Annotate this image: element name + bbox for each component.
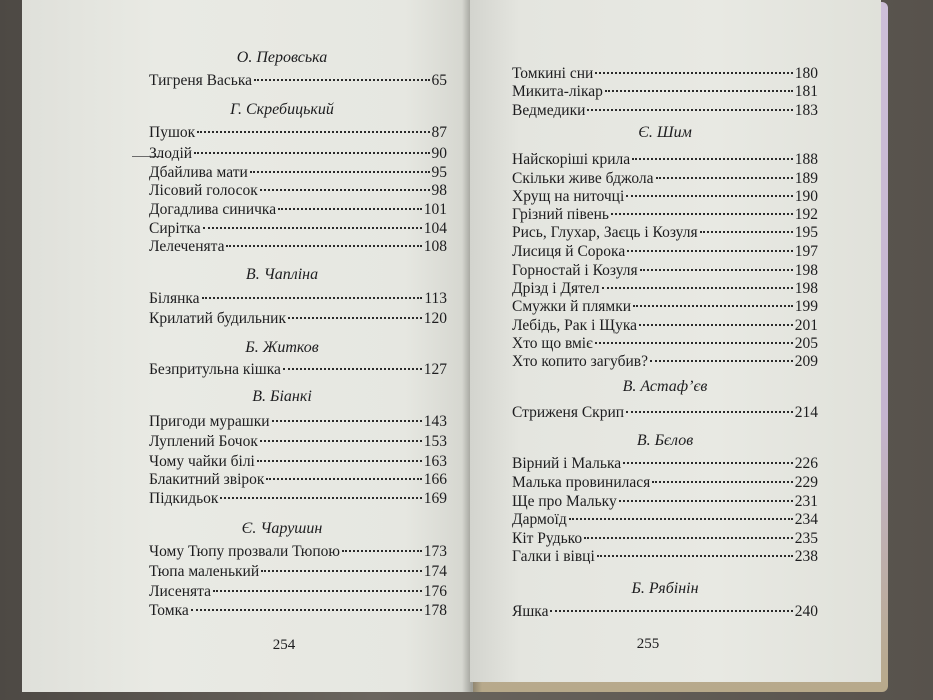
toc-entry: Яшка 240 [512,603,818,620]
author-heading: Б. Житков [245,339,319,356]
toc-entry: Дармоїд 234 [512,511,818,528]
toc-entry: Блакитний звірок 166 [149,471,447,488]
toc-entry: Стриженя Скрип 214 [512,404,818,421]
toc-entry: Хрущ на ниточці 190 [512,188,818,205]
toc-entry: Крилатий будильник 120 [149,310,447,327]
toc-entry: Сирітка 104 [149,220,447,237]
author-heading: Б. Рябінін [631,580,699,597]
toc-entry: Тюпа маленький 174 [149,563,447,580]
toc-entry: Безпритульна кішка 127 [149,361,447,378]
author-heading: В. Біанкі [252,388,312,405]
page-number: 255 [636,636,660,652]
toc-entry: Галки і вівці 238 [512,548,818,565]
toc-entry: Тигреня Васька 65 [149,72,447,89]
toc-entry: Хто що вміє 205 [512,335,818,352]
toc-entry: Догадлива синичка 101 [149,201,447,218]
toc-entry: Дбайлива мати 95 [149,164,447,181]
left-page [22,0,473,692]
author-heading: Є. Шим [638,124,692,141]
author-heading: В. Астаф’єв [622,378,708,395]
toc-entry: Лебідь, Рак і Щука 201 [512,317,818,334]
toc-entry: Скільки живе бджола 189 [512,170,818,187]
toc-entry: Томка 178 [149,602,447,619]
author-heading: Є. Чарушин [241,520,323,537]
toc-entry: Грізний півень 192 [512,206,818,223]
toc-entry: Рись, Глухар, Заєць і Козуля 195 [512,224,818,241]
author-heading: В. Бєлов [636,432,694,449]
toc-entry: Ведмедики 183 [512,102,818,119]
author-heading: Г. Скребицький [230,101,334,118]
toc-entry: Пушок 87 [149,124,447,141]
toc-entry: Луплений Бочок 153 [149,433,447,450]
toc-entry: Горностай і Козуля 198 [512,262,818,279]
author-heading: В. Чапліна [245,266,319,283]
author-heading: О. Перовська [236,49,328,66]
toc-entry: Злодій 90 [149,145,447,162]
toc-entry: Чому чайки білі 163 [149,453,447,470]
toc-entry: Лелеченята 108 [149,238,447,255]
toc-entry: Пригоди мурашки 143 [149,413,447,430]
toc-entry: Томкині сни 180 [512,65,818,82]
toc-entry: Смужки й плямки 199 [512,298,818,315]
toc-entry: Дрізд і Дятел 198 [512,280,818,297]
toc-entry: Найскоріші крила 188 [512,151,818,168]
toc-entry: Лісовий голосок 98 [149,182,447,199]
toc-entry: Малька провинилася 229 [512,474,818,491]
toc-entry: Микита-лікар 181 [512,83,818,100]
toc-entry: Ще про Мальку 231 [512,493,818,510]
toc-entry: Лисиця й Сорока 197 [512,243,818,260]
toc-entry: Лисенята 176 [149,583,447,600]
right-page [470,0,881,682]
toc-entry: Кіт Рудько 235 [512,530,818,547]
toc-entry: Хто копито загубив? 209 [512,353,818,370]
toc-entry: Підкидьок 169 [149,490,447,507]
toc-entry: Білянка 113 [149,290,447,307]
page-number: 254 [272,637,296,653]
toc-entry: Вірний і Малька 226 [512,455,818,472]
toc-entry: Чому Тюпу прозвали Тюпою 173 [149,543,447,560]
